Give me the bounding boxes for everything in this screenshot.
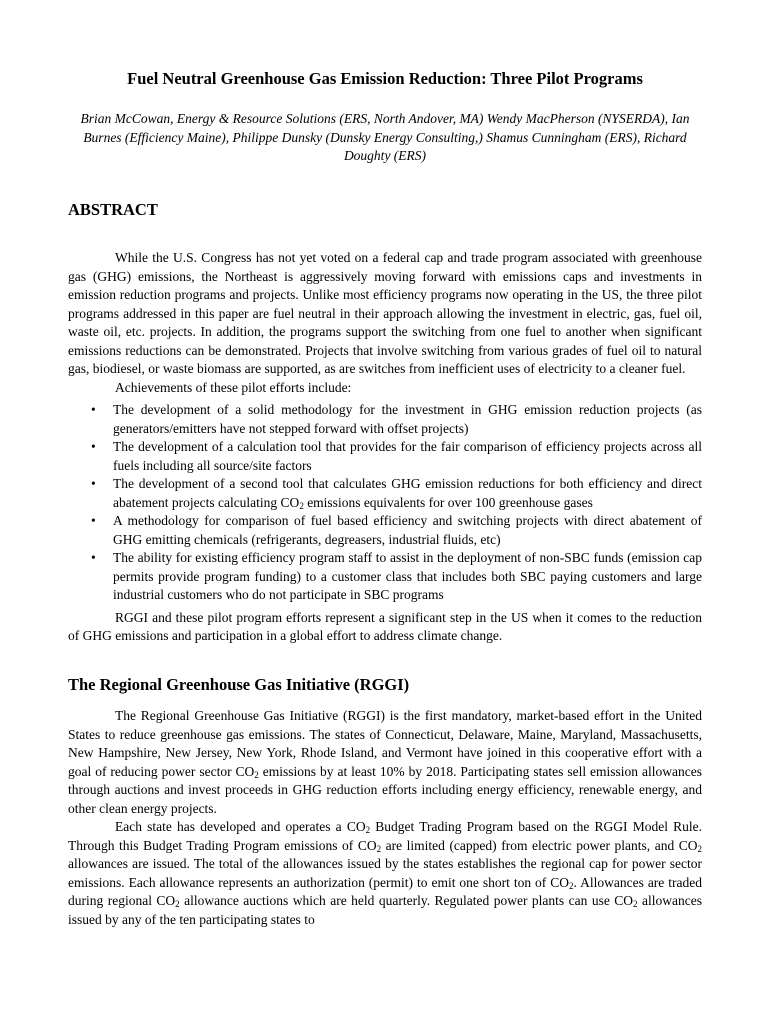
list-item bbox=[68, 512, 702, 549]
subscript: 2 bbox=[569, 880, 574, 891]
text-part: Budget Trading Program based on the RGGI Model Rule. Through this Budget Trading Program emissions of CO bbox=[68, 819, 702, 853]
list-item-text: The development of a solid methodology for the investment in GHG emission reduction projects (as generators/emitters have not stepped forward with offset projects) bbox=[113, 402, 702, 436]
list-item bbox=[68, 401, 702, 438]
list-item-text: A methodology for comparison of fuel based efficiency and switching projects with direct abatement of GHG emitting chemicals (refrigerants, degreasers, industrial fluids, etc) bbox=[113, 513, 702, 547]
subscript: 2 bbox=[376, 843, 382, 854]
list-item-text-part: The development of a second tool that calculates GHG emission reductions for both efficiency and direct abatement projects calculating CO bbox=[113, 476, 702, 510]
bullet-icon: • bbox=[91, 439, 96, 454]
paper-title: Fuel Neutral Greenhouse Gas Emission Reduction: Three Pilot Programs bbox=[127, 69, 643, 88]
list-item-text bbox=[113, 476, 702, 510]
text-part: Each state has developed and operates a CO bbox=[115, 819, 366, 834]
abstract-closing: RGGI and these pilot program efforts represent a significant step in the US when it comes to the reduction of GHG emissions and participation in a global effort to address climate change. bbox=[68, 609, 702, 643]
list-item bbox=[68, 438, 702, 475]
bullet-icon: • bbox=[91, 476, 96, 491]
rggi-paragraph-2 bbox=[68, 818, 702, 929]
abstract-section bbox=[68, 249, 702, 646]
achievements-intro: Achievements of these pilot efforts include: bbox=[115, 379, 352, 395]
author-list: Brian McCowan, Energy & Resource Solutions (ERS, North Andover, MA) Wendy MacPherson (NYSERDA), Ian Burnes (Efficiency Maine), Philippe Dunsky (Dunsky Energy Consulting,) Shamus Cunningham (ERS), Richard Doughty (ERS) bbox=[80, 111, 690, 163]
subscript: 2 bbox=[254, 769, 259, 780]
subscript: 2 bbox=[299, 500, 304, 511]
abstract-paragraph: While the U.S. Congress has not yet voted on a federal cap and trade program associated with greenhouse gas (GHG) emissions, the Northeast is aggressively moving forward with emissions caps and investments in emission reduction programs and projects. Unlike most efficiency programs now operating in the US, the three pilot programs addressed in this paper are fuel neutral in their approach allowing the investment in electric, gas, fuel oil, waste oil, etc. projects. In addition, the programs support the switching from one fuel to another when significant emissions reductions can be demonstrated. Projects that involve switching from various grades of fuel oil to natural gas, biodiesel, or waste biomass are supported, as are switches from inefficient uses of electricity to a cleaner fuel. bbox=[68, 250, 702, 376]
list-item-text-part: emissions equivalents for over 100 greenhouse gases bbox=[303, 494, 593, 510]
rggi-paragraph-1 bbox=[68, 707, 702, 818]
subscript: 2 bbox=[175, 899, 180, 909]
bullet-icon: • bbox=[91, 550, 96, 565]
text-part: allowance auctions which are held quarterly. Regulated power plants can use CO bbox=[179, 893, 634, 908]
bullet-icon: • bbox=[91, 513, 96, 528]
subscript: 2 bbox=[633, 899, 638, 909]
list-item-text: The ability for existing efficiency program staff to assist in the deployment of non-SBC funds (emission cap permits provide program funding) to a customer class that includes both SBC paying customers and large industrial customers who do not participate in SBC programs bbox=[113, 550, 702, 602]
text-part: The Regional Greenhouse Gas Initiative (RGGI) is the first mandatory, market-based effort in the United States to reduce greenhouse gas emissions. The states of Connecticut, Delaware, Maine, Maryland, Massachusetts, New Hampshire, New Jersey, New York, Rhode Island, and Vermont have joined in this cooperative effort with a goal of reducing power sector CO bbox=[68, 708, 702, 779]
list-item-text: The development of a calculation tool that provides for the fair comparison of efficiency projects across all fuels including all source/site factors bbox=[113, 439, 702, 473]
text-part: emissions by at least 10% by 2018. Participating states sell emission allowances through auctions and invest proceeds in GHG reduction efforts including energy efficiency, renewable energy, and other clean energy projects. bbox=[68, 763, 702, 816]
subscript: 2 bbox=[697, 843, 702, 854]
text-part: are limited (capped) from electric power plants, and CO bbox=[381, 837, 698, 853]
list-item bbox=[68, 475, 702, 512]
section-heading-rggi: The Regional Greenhouse Gas Initiative (RGGI) bbox=[68, 675, 410, 694]
text-part: . Allowances are traded during regional CO bbox=[68, 874, 702, 908]
subscript: 2 bbox=[365, 825, 371, 835]
text-part: allowances issued by any of the ten participating states to bbox=[68, 893, 702, 927]
text-part: allowances are issued. The total of the allowances issued by the states establishes the regional cap for power sector emissions. Each allowance represents an authorization (permit) to emit one short ton of CO bbox=[68, 856, 702, 890]
achievements-list bbox=[68, 401, 702, 605]
rggi-section bbox=[68, 707, 702, 929]
list-item bbox=[68, 549, 702, 605]
abstract-heading: ABSTRACT bbox=[68, 200, 158, 219]
bullet-icon: • bbox=[91, 402, 96, 417]
